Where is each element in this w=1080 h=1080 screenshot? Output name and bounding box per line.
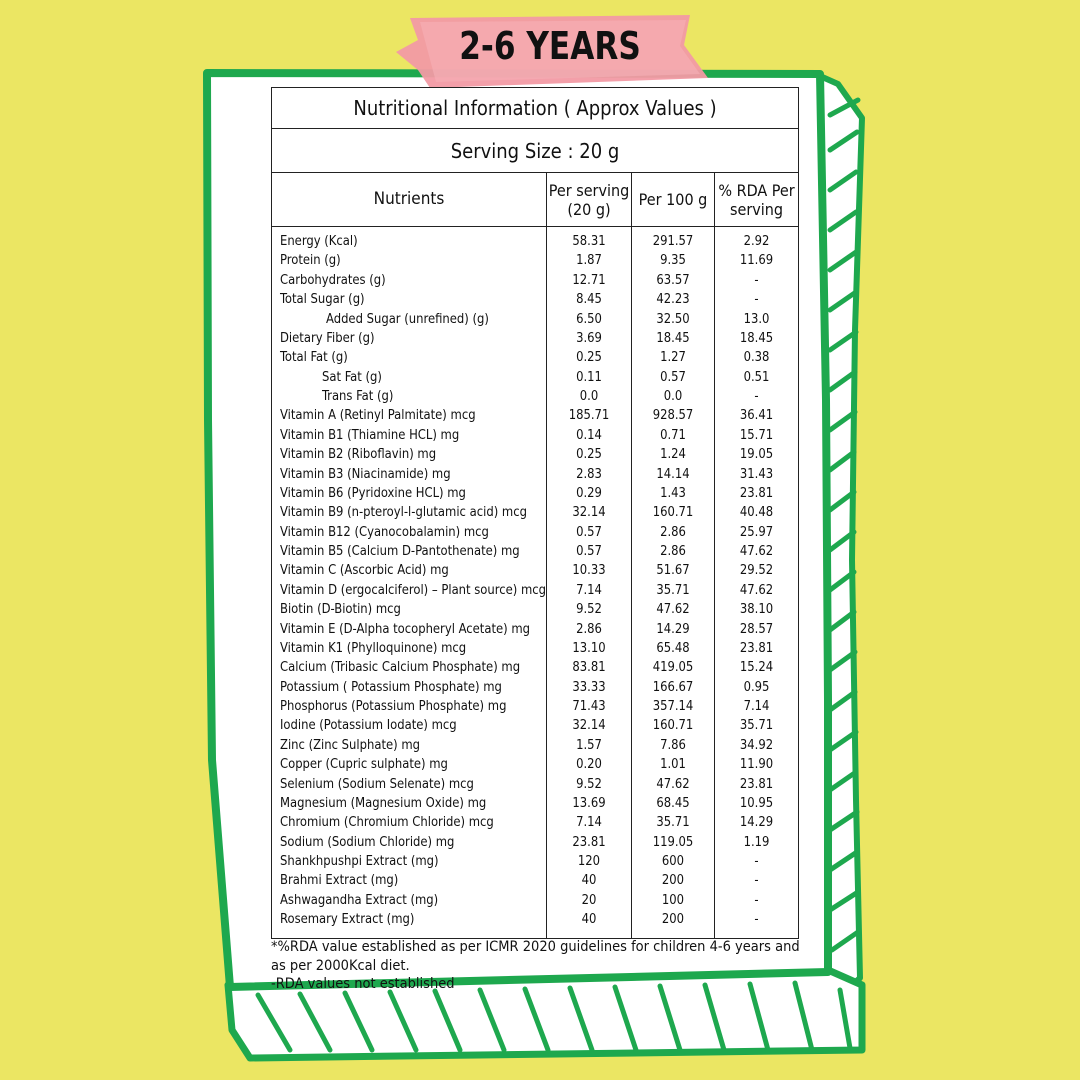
rda-value: 40.48 xyxy=(739,505,774,521)
rda-value: 0.38 xyxy=(743,350,770,366)
header-per-100g: Per 100 g xyxy=(632,173,715,227)
per-100g-value: 119.05 xyxy=(652,834,694,850)
per-serving-value: 2.86 xyxy=(576,621,602,637)
rda-value: 11.90 xyxy=(739,757,774,773)
footnote-rda-not-established: -RDA values not established xyxy=(271,976,455,992)
per-100g-value: 160.71 xyxy=(652,505,694,521)
per-100g-value: 1.01 xyxy=(660,757,686,773)
rda-value: 7.14 xyxy=(743,699,770,714)
rda-value: 1.19 xyxy=(743,834,770,850)
per-100g-value: 357.14 xyxy=(652,699,694,714)
nutrient-name: Phosphorus (Potassium Phosphate) mg xyxy=(280,699,507,714)
per-serving-value: 58.31 xyxy=(572,234,606,249)
per-100g-value: 928.57 xyxy=(652,408,694,424)
nutrient-name: Sodium (Sodium Chloride) mg xyxy=(280,834,455,850)
per-serving-value: 6.50 xyxy=(576,311,602,327)
per-serving-value: 0.20 xyxy=(576,757,602,773)
per-100g-value: 0.71 xyxy=(660,427,686,443)
per-100g-value: 291.57 xyxy=(652,234,694,249)
per-100g-value: 0.0 xyxy=(663,389,683,404)
per-serving-value: 9.52 xyxy=(576,602,602,618)
rda-value: 11.69 xyxy=(739,253,774,269)
per-100g-value: 2.86 xyxy=(660,544,686,559)
nutrient-name: Carbohydrates (g) xyxy=(280,272,386,288)
nutrient-name: Vitamin B6 (Pyridoxine HCL) mg xyxy=(280,485,466,501)
nutrient-name: Copper (Cupric sulphate) mg xyxy=(280,757,448,773)
per-serving-value: 185.71 xyxy=(568,408,610,424)
rda-value: 0.51 xyxy=(743,369,770,385)
per-serving-value: 7.14 xyxy=(576,815,602,831)
per-serving-value: 13.10 xyxy=(572,640,606,656)
nutrient-name: Sat Fat (g) xyxy=(322,369,382,385)
nutrient-name: Vitamin B12 (Cyanocobalamin) mcg xyxy=(280,524,489,540)
rda-value: 13.0 xyxy=(743,311,770,327)
per-100g-value: 68.45 xyxy=(656,795,690,811)
nutrient-name: Total Sugar (g) xyxy=(280,292,365,308)
rda-value: 47.62 xyxy=(739,544,774,559)
nutrient-name: Total Fat (g) xyxy=(280,350,348,366)
nutrient-name: Vitamin B5 (Calcium D-Pantothenate) mg xyxy=(280,544,520,559)
nutrient-name: Biotin (D-Biotin) mcg xyxy=(280,602,401,618)
header-per-serving: Per serving (20 g) xyxy=(547,173,632,227)
rda-value: 29.52 xyxy=(739,563,774,579)
rda-value: - xyxy=(754,272,759,288)
per-serving-value: 0.25 xyxy=(576,350,602,366)
nutrient-name: Ashwagandha Extract (mg) xyxy=(280,892,439,908)
per-100g-column xyxy=(632,227,715,939)
nutrient-name: Energy (Kcal) xyxy=(280,234,358,249)
nutrient-name: Dietary Fiber (g) xyxy=(280,330,375,346)
per-serving-value: 0.11 xyxy=(576,369,602,385)
per-100g-value: 35.71 xyxy=(656,815,690,831)
nutrient-name: Vitamin B1 (Thiamine HCL) mg xyxy=(280,427,460,443)
nutrient-name: Vitamin E (D-Alpha tocopheryl Acetate) mg xyxy=(280,621,531,637)
per-serving-value: 9.52 xyxy=(576,776,602,792)
rda-value: 0.95 xyxy=(743,679,770,695)
nutrient-name: Iodine (Potassium Iodate) mcg xyxy=(280,718,457,734)
table-title: Nutritional Information ( Approx Values ) xyxy=(272,88,799,129)
per-serving-value: 2.83 xyxy=(576,466,602,482)
rda-value: 23.81 xyxy=(739,485,774,501)
per-serving-value: 1.87 xyxy=(576,253,602,269)
per-100g-value: 47.62 xyxy=(656,602,690,618)
nutrient-name: Vitamin C (Ascorbic Acid) mg xyxy=(280,563,449,579)
header-rda: % RDA Per serving xyxy=(715,173,799,227)
rda-value: 25.97 xyxy=(739,524,774,540)
per-serving-value: 0.25 xyxy=(576,447,602,463)
nutrient-name: Vitamin D (ergocalciferol) – Plant source) mcg xyxy=(280,582,546,598)
nutrient-name: Vitamin B2 (Riboflavin) mg xyxy=(280,447,437,463)
rda-value: 15.71 xyxy=(739,427,774,443)
rda-value: - xyxy=(754,873,759,889)
nutrient-name: Magnesium (Magnesium Oxide) mg xyxy=(280,795,487,811)
rda-value: 23.81 xyxy=(739,776,774,792)
per-serving-value: 0.57 xyxy=(576,544,602,559)
per-serving-value: 71.43 xyxy=(572,699,606,714)
rda-value: 35.71 xyxy=(739,718,774,734)
per-100g-value: 0.57 xyxy=(660,369,686,385)
per-100g-value: 100 xyxy=(661,892,685,908)
rda-value: 15.24 xyxy=(739,660,774,676)
per-serving-value: 10.33 xyxy=(572,563,606,579)
per-serving-value: 13.69 xyxy=(572,795,606,811)
per-100g-value: 18.45 xyxy=(656,330,690,346)
nutrient-name: Calcium (Tribasic Calcium Phosphate) mg xyxy=(280,660,521,676)
per-100g-value: 1.24 xyxy=(660,447,686,463)
per-serving-value: 0.14 xyxy=(576,427,602,443)
rda-value: 38.10 xyxy=(739,602,774,618)
rda-value: 14.29 xyxy=(739,815,774,831)
per-serving-value: 23.81 xyxy=(572,834,606,850)
rda-value: 36.41 xyxy=(739,408,774,424)
per-serving-value: 3.69 xyxy=(576,330,602,346)
per-serving-value: 40 xyxy=(581,873,597,889)
rda-value: 31.43 xyxy=(739,466,774,482)
per-serving-value: 83.81 xyxy=(572,660,606,676)
nutrient-name: Brahmi Extract (mg) xyxy=(280,873,399,889)
rda-value: - xyxy=(754,389,759,404)
per-serving-value: 40 xyxy=(581,912,597,928)
header-nutrients: Nutrients xyxy=(272,173,547,227)
per-serving-value: 12.71 xyxy=(572,272,606,288)
per-100g-value: 2.86 xyxy=(660,524,686,540)
per-serving-value: 0.57 xyxy=(576,524,602,540)
per-100g-value: 200 xyxy=(661,912,685,928)
per-100g-value: 65.48 xyxy=(656,640,690,656)
per-100g-value: 63.57 xyxy=(656,272,690,288)
nutrient-name: Potassium ( Potassium Phosphate) mg xyxy=(280,679,502,695)
nutrient-name: Vitamin A (Retinyl Palmitate) mcg xyxy=(280,408,476,424)
rda-value: - xyxy=(754,892,759,908)
nutrient-name: Chromium (Chromium Chloride) mcg xyxy=(280,815,494,831)
per-100g-value: 14.14 xyxy=(656,466,690,482)
per-100g-value: 160.71 xyxy=(652,718,694,734)
per-100g-value: 14.29 xyxy=(656,621,690,637)
nutrient-name: Selenium (Sodium Selenate) mcg xyxy=(280,776,474,792)
nutrient-name: Vitamin K1 (Phylloquinone) mcg xyxy=(280,640,467,656)
per-serving-value: 32.14 xyxy=(572,505,606,521)
rda-value: 2.92 xyxy=(743,234,770,249)
per-serving-column xyxy=(547,227,632,939)
serving-size: Serving Size : 20 g xyxy=(272,129,799,173)
per-serving-value: 8.45 xyxy=(576,292,602,308)
per-serving-value: 1.57 xyxy=(576,737,602,753)
nutrient-name: Zinc (Zinc Sulphate) mg xyxy=(280,737,420,753)
nutrition-table xyxy=(271,87,799,939)
per-100g-value: 35.71 xyxy=(656,582,690,598)
rda-value: 18.45 xyxy=(739,330,774,346)
nutrient-name: Protein (g) xyxy=(280,253,341,269)
per-100g-value: 419.05 xyxy=(652,660,694,676)
per-100g-value: 166.67 xyxy=(652,679,694,695)
per-100g-value: 9.35 xyxy=(660,253,686,269)
footnote-rda-basis: *%RDA value established as per ICMR 2020 guidelines for children 4-6 years and as per 2000Kcal diet. xyxy=(271,939,800,974)
rda-value: - xyxy=(754,912,759,928)
per-100g-value: 32.50 xyxy=(656,311,690,327)
per-100g-value: 7.86 xyxy=(660,737,686,753)
footnotes xyxy=(271,938,811,994)
per-serving-value: 0.29 xyxy=(576,485,602,501)
per-serving-value: 7.14 xyxy=(576,582,602,598)
per-100g-value: 200 xyxy=(661,873,685,889)
rda-value: 23.81 xyxy=(739,640,774,656)
per-100g-value: 1.43 xyxy=(660,485,686,501)
per-serving-value: 0.0 xyxy=(579,389,599,404)
per-serving-value: 32.14 xyxy=(572,718,606,734)
nutrient-name: Trans Fat (g) xyxy=(322,389,394,404)
nutrient-name: Rosemary Extract (mg) xyxy=(280,912,415,928)
per-100g-value: 51.67 xyxy=(656,563,690,579)
nutrient-names-column xyxy=(272,227,547,939)
per-serving-value: 20 xyxy=(581,892,597,908)
nutrient-name: Vitamin B3 (Niacinamide) mg xyxy=(280,466,451,482)
rda-value: 10.95 xyxy=(739,795,774,811)
per-100g-value: 600 xyxy=(661,854,685,869)
per-100g-value: 42.23 xyxy=(656,292,690,308)
nutrient-name: Added Sugar (unrefined) (g) xyxy=(326,311,489,327)
per-100g-value: 1.27 xyxy=(660,350,686,366)
rda-value: - xyxy=(754,292,759,308)
rda-value: 19.05 xyxy=(739,447,774,463)
per-serving-value: 120 xyxy=(577,854,601,869)
per-100g-value: 47.62 xyxy=(656,776,690,792)
nutrient-name: Shankhpushpi Extract (mg) xyxy=(280,854,439,869)
age-range-banner: 2-6 YEARS xyxy=(459,24,641,68)
rda-value: 47.62 xyxy=(739,582,774,598)
rda-value: 34.92 xyxy=(739,737,774,753)
rda-value: - xyxy=(754,854,759,869)
rda-column xyxy=(715,227,799,939)
per-serving-value: 33.33 xyxy=(572,679,606,695)
rda-value: 28.57 xyxy=(739,621,774,637)
nutrient-name: Vitamin B9 (n-pteroyl-l-glutamic acid) mcg xyxy=(280,505,527,521)
